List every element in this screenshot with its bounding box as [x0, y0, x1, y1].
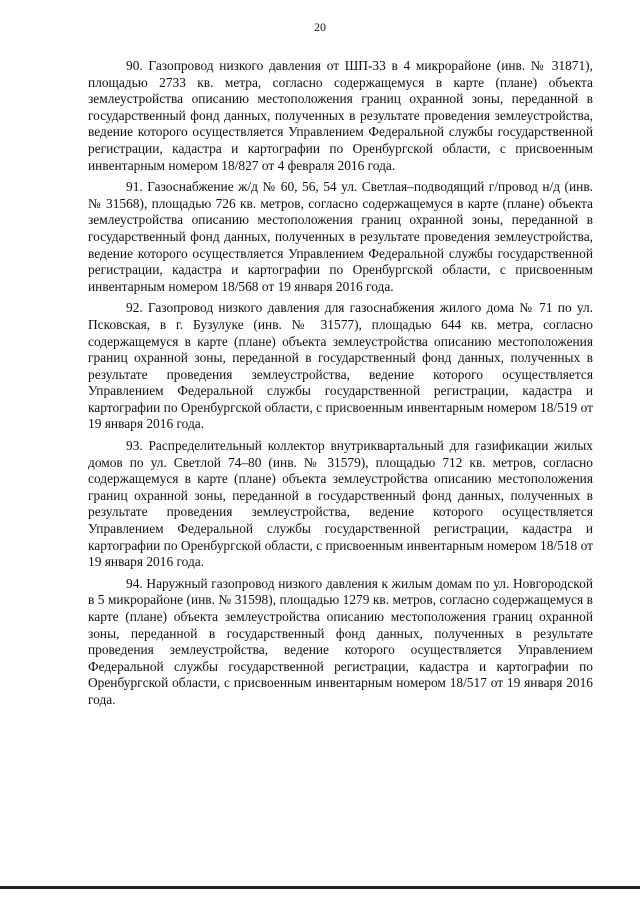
paragraph-item-92: 92. Газопровод низкого давления для газоснабжения жилого дома № 71 по ул. Псковская, в г. Бузулуке (инв. № 31577), площадью 644 кв. метра, согласно содержащемуся в карте (плане) объекта землеустройства описанию местоположения границ охранной зоны, переданной в государственный фонд данных, полученных в результате проведения землеустройства, ведение которого осуществляется Управлением Федеральной службы государственной регистрации, кадастра и картографии по Оренбургской области, с присвоенным инвентарным номером 18/519 от 19 января 2016 года. [88, 300, 593, 432]
paragraph-item-94: 94. Наружный газопровод низкого давления к жилым домам по ул. Новгородской в 5 микрорайоне (инв. № 31598), площадью 1279 кв. метров, согласно содержащемуся в карте (плане) объекта землеустройства описанию местоположения границ охранной зоны, переданной в государственный фонд данных, полученных в результате проведения землеустройства, ведение которого осуществляется Управлением Федеральной службы государственной регистрации, кадастра и картографии по Оренбургской области, с присвоенным инвентарным номером 18/517 от 19 января 2016 года. [88, 575, 593, 707]
paragraph-item-93: 93. Распределительный коллектор внутриквартальный для газификации жилых домов по ул. Светлой 74–80 (инв. № 31579), площадью 712 кв. метров, согласно содержащемуся в карте (плане) объекта землеустройства описанию местоположения границ охранной зоны, переданной в государственный фонд данных, полученных в результате проведения землеустройства, ведение которого осуществляется Управлением Федеральной службы государственной регистрации, кадастра и картографии по Оренбургской области, с присвоенным инвентарным номером 18/518 от 19 января 2016 года. [88, 438, 593, 570]
bottom-divider [0, 886, 640, 889]
document-body [88, 58, 593, 714]
page-number: 20 [314, 20, 326, 34]
paragraph-item-90: 90. Газопровод низкого давления от ШП-33 в 4 микрорайоне (инв. № 31871), площадью 2733 кв. метра, согласно содержащемуся в карте (плане) объекта землеустройства описанию местоположения границ охранной зоны, переданной в государственный фонд данных, полученных в результате проведения землеустройства, ведение которого осуществляется Управлением Федеральной службы государственной регистрации, кадастра и картографии по Оренбургской области, с присвоенным инвентарным номером 18/827 от 4 февраля 2016 года. [88, 58, 593, 173]
paragraph-item-91: 91. Газоснабжение ж/д № 60, 56, 54 ул. Светлая–подводящий г/провод н/д (инв. № 31568), площадью 726 кв. метров, согласно содержащемуся в карте (плане) объекта землеустройства описанию местоположения границ охранной зоны, переданной в государственный фонд данных, полученных в результате проведения землеустройства, ведение которого осуществляется Управлением Федеральной службы государственной регистрации, кадастра и картографии по Оренбургской области, с присвоенным инвентарным номером 18/568 от 19 января 2016 года. [88, 179, 593, 294]
